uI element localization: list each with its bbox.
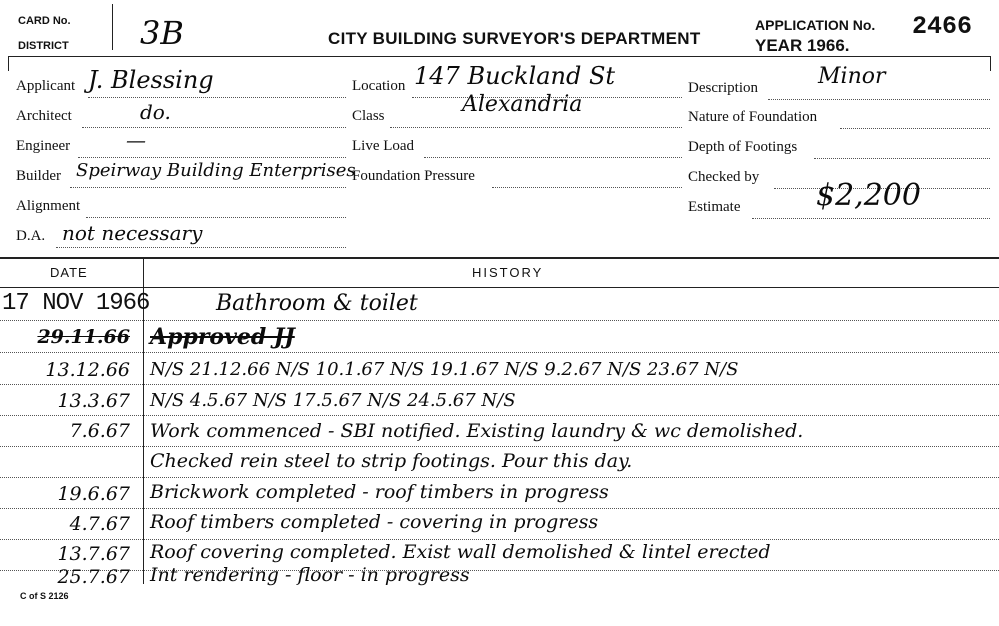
history-text: Approved JJ [150, 324, 295, 350]
history-text: N/S 4.5.67 N/S 17.5.67 N/S 24.5.67 N/S [150, 390, 516, 411]
description-line [768, 99, 990, 100]
class-line [390, 127, 682, 128]
location-label: Location [352, 78, 406, 94]
form-code: C of S 2126 [20, 591, 69, 601]
history-date: 19.6.67 [57, 483, 130, 505]
nature-of-foundation-line [840, 128, 990, 129]
da-line [56, 247, 346, 248]
row-rule [0, 320, 999, 321]
builder-line [70, 187, 346, 188]
corner-right [976, 56, 991, 71]
history-text: Int rendering - floor - in progress [150, 564, 470, 586]
applicant-line [88, 97, 346, 98]
history-header-rule [0, 287, 999, 288]
history-text: Work commenced - SBI notified. Existing laundry & wc demolished. [150, 420, 804, 442]
history-top-rule [0, 257, 999, 259]
history-date: 4.7.67 [69, 513, 130, 535]
foundation-pressure-label: Foundation Pressure [352, 168, 475, 184]
alignment-label: Alignment [16, 198, 81, 214]
class-label: Class [352, 108, 385, 124]
stamp-date: 17 NOV 1966 [2, 290, 150, 317]
depth-of-footings-line [814, 158, 990, 159]
estimate-line [752, 218, 990, 219]
estimate-value: $2,200 [816, 178, 921, 213]
row-rule [0, 384, 999, 385]
applicant-label: Applicant [16, 78, 76, 94]
architect-line [82, 127, 346, 128]
alignment-line [86, 217, 346, 218]
architect-value: do. [140, 100, 171, 124]
application-label: APPLICATION No. [755, 17, 876, 33]
live-load-label: Live Load [352, 138, 415, 154]
history-text: Bathroom & toilet [216, 291, 418, 316]
row-rule [0, 539, 999, 540]
district-label: DISTRICT [18, 40, 69, 52]
history-text: Roof timbers completed - covering in progress [150, 511, 599, 533]
history-date: 7.6.67 [69, 420, 130, 442]
builder-value: Speirway Building Enterprises [76, 160, 356, 181]
row-rule [0, 352, 999, 353]
da-value: not necessary [62, 221, 203, 245]
engineer-line [78, 157, 346, 158]
history-date: 13.3.67 [57, 390, 130, 412]
application-number: 2466 [912, 12, 973, 41]
card-value: 3B [140, 14, 184, 52]
architect-label: Architect [16, 108, 72, 124]
row-rule [0, 446, 999, 447]
description-value: Minor [818, 64, 886, 89]
history-date: 13.12.66 [45, 359, 130, 381]
row-rule [0, 415, 999, 416]
corner-left [8, 56, 23, 71]
header-rule [8, 56, 991, 57]
history-date: 25.7.67 [57, 566, 130, 588]
location-value: 147 Buckland St [414, 62, 616, 90]
history-text: Brickwork completed - roof timbers in progress [150, 481, 609, 503]
da-label: D.A. [16, 228, 46, 244]
department-title: CITY BUILDING SURVEYOR'S DEPARTMENT [328, 29, 701, 48]
history-column-header: HISTORY [472, 265, 544, 280]
builder-label: Builder [16, 168, 61, 184]
location-value-2: Alexandria [462, 92, 583, 117]
engineer-label: Engineer [16, 138, 71, 154]
history-date: 13.7.67 [57, 543, 130, 565]
live-load-line [424, 157, 682, 158]
history-text: N/S 21.12.66 N/S 10.1.67 N/S 19.1.67 N/S 9.2.67 N/S 23.67 N/S [150, 359, 739, 380]
engineer-value: — [126, 128, 146, 152]
history-date: 29.11.66 [37, 326, 130, 348]
card-no-label: CARD No. [18, 15, 71, 27]
checked-by-label: Checked by [688, 169, 760, 185]
history-text: Roof covering completed. Exist wall demolished & lintel erected [150, 541, 771, 563]
row-rule [0, 508, 999, 509]
year-label: YEAR 1966. [755, 36, 850, 55]
header-divider [112, 4, 113, 50]
date-column-header: DATE [50, 265, 88, 280]
foundation-pressure-line [492, 187, 682, 188]
history-text: Checked rein steel to strip footings. Pour this day. [150, 450, 633, 472]
description-label: Description [688, 80, 758, 96]
nature-of-foundation-label: Nature of Foundation [688, 109, 818, 125]
row-rule [0, 477, 999, 478]
estimate-label: Estimate [688, 199, 741, 215]
applicant-value: J. Blessing [88, 66, 214, 94]
depth-of-footings-label: Depth of Footings [688, 139, 798, 155]
